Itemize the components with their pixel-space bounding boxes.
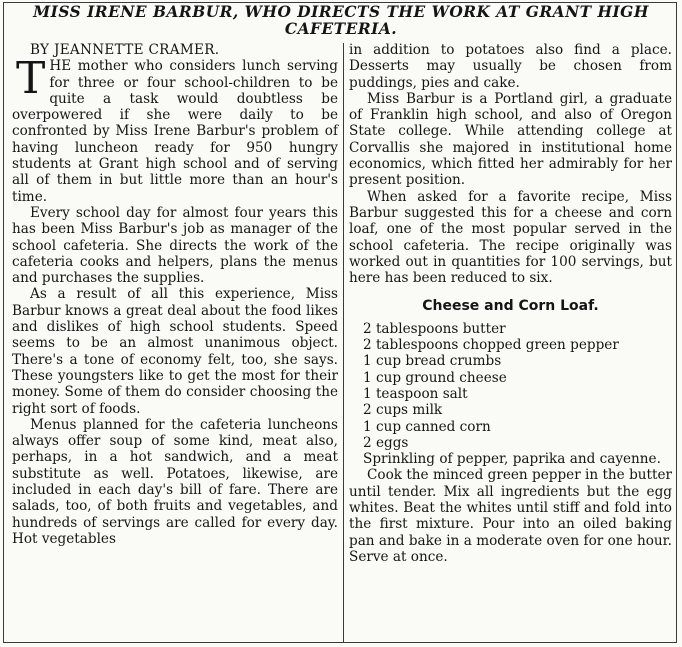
ingredient: 1 cup canned corn bbox=[363, 418, 491, 435]
ingredient: 1 cup ground cheese bbox=[363, 369, 507, 386]
headline: MISS IRENE BARBUR, WHO DIRECTS THE WORK AT GRANT HIGH CAFETERIA. bbox=[33, 3, 649, 38]
ingredient: 1 teaspoon salt bbox=[363, 385, 468, 402]
left-column bbox=[12, 42, 338, 547]
paragraph: Every school day for almost four years this has been Miss Barbur's job as manager of the school cafeteria. She directs the work of the cafeteria cooks and helpers, plans the menus and purchases the supplies. bbox=[12, 204, 338, 287]
ingredient: 2 cups milk bbox=[363, 402, 443, 419]
paragraph: When asked for a favorite recipe, Miss Barbur suggested this for a cheese and corn loaf, one of the most popular served in the school cafeteria. The recipe originally was worked out in quantities for 100 servings, but here has been reduced to six. bbox=[349, 188, 672, 287]
recipe-seasoning: Sprinkling of pepper, paprika and cayenne. bbox=[363, 451, 661, 468]
recipe-method: Cook the minced green pepper in the butter until tender. Mix all ingredients but the egg whites. Beat the whites until stiff and fold into the first mixture. Pour into an oiled baking pan and bake in a moderate oven for one hour. Serve at once. bbox=[349, 467, 672, 565]
ingredient: 1 cup bread crumbs bbox=[363, 353, 502, 370]
recipe-title: Cheese and Corn Loaf. bbox=[422, 298, 599, 315]
ingredient: 2 tablespoons butter bbox=[363, 320, 506, 337]
byline: BY JEANNETTE CRAMER. bbox=[30, 42, 220, 58]
paragraph: Miss Barbur is a Portland girl, a graduate of Franklin high school, and also of Oregon State college. While attending college at Corvallis she majored in institutional home economics, which fitted her admirably for her present position. bbox=[349, 90, 672, 189]
lead-paragraph bbox=[12, 53, 338, 205]
paragraph-continued: in addition to potatoes also find a place. Desserts may usually be chosen from puddings, pies and cake. bbox=[349, 42, 672, 91]
ingredient: 2 eggs bbox=[363, 434, 409, 451]
lead-paragraph-text: HE mother who considers lunch serving for three or four school-children to be quite a task would doubtless be overpowered if she were daily to be confronted by Miss Irene Barbur's problem of having luncheon ready for 950 hungry students at Grant high school and of serving all of them in but little more than an hour's time. bbox=[12, 58, 338, 205]
ingredient: 2 tablespoons chopped green pepper bbox=[363, 337, 619, 354]
paragraph: As a result of all this experience, Miss Barbur knows a great deal about the food likes and dislikes of high school students. Speed seems to be an almost unanimous object. There's a tone of economy felt, too, she says. These youngsters like to get the most for their money. Some of them do consider choosing the right sort of foods. bbox=[12, 286, 338, 417]
right-column bbox=[349, 42, 672, 565]
paragraph: Menus planned for the cafeteria luncheons always offer soup of some kind, meat also, perhaps, in a hot sandwich, and a meat substitute as well. Potatoes, likewise, are included in each day's bill of fare. There are salads, too, of both fruits and vegetables, and hundreds of servings are called for every day. Hot vegetables bbox=[12, 416, 338, 547]
ingredient-list bbox=[349, 321, 672, 451]
column-divider bbox=[343, 43, 344, 643]
drop-cap: T bbox=[16, 53, 46, 105]
